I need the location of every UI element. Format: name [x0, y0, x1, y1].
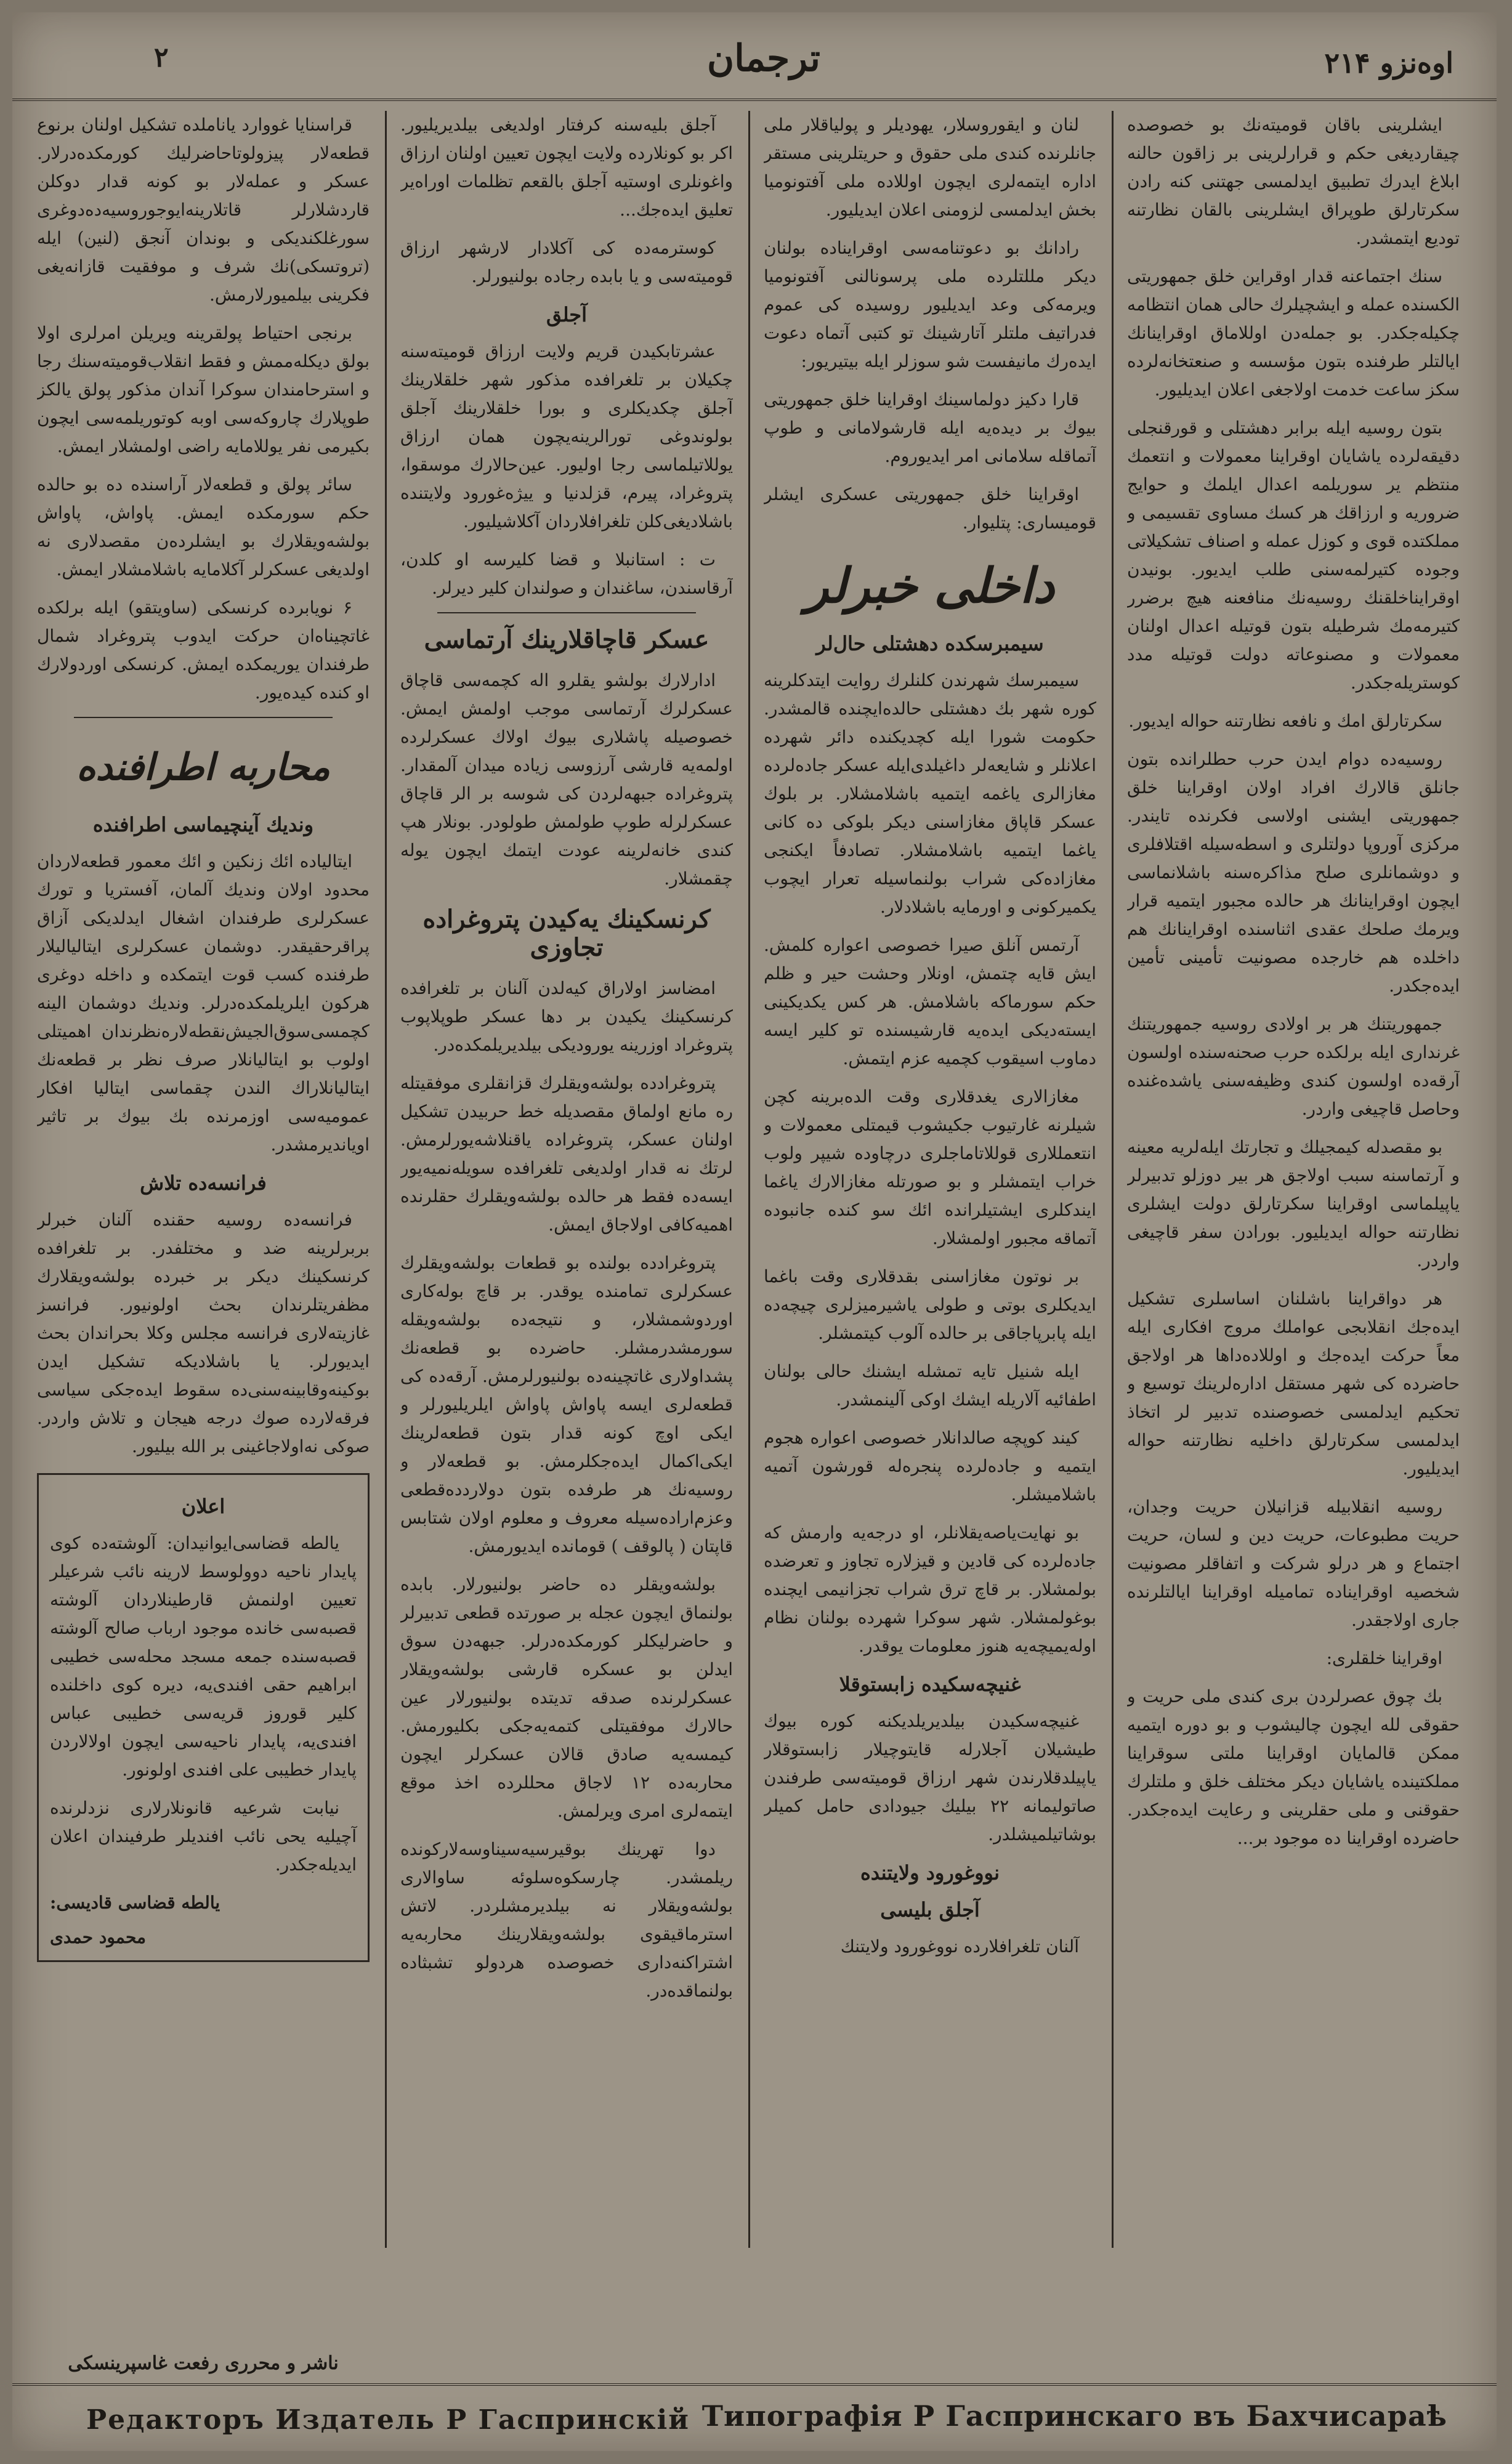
- paragraph: دوا تهرینك بوقیرسیه‌سیناوسه‌لارکونده ریلمشدر. چارسکوه‌سلوئه ساوالاری بولشه‌ویقلار نه بیلدیرمشلردر. لاتش استرماقیقوی بولشه‌ویقلارینك محاربه‌یه اشتراکنه‌داری خصوصده هردولو تشبثاده بولنماقده‌در.: [400, 1839, 733, 2001]
- paragraph: ایتالیاده ائك زنکین و ائك معمور قطعه‌لاردان محدود اولان ونديك آلمان، آفستریا و تورك عسکرلری طرفندان اشغال ایدلدیکی آزاق پراقرحقیقدر. دوشمان عسکرلری ایتالیالیلار طرفنده کسب قوت ایتمکده و داخله دوغری هرکون ایلریلمکده‌درلر. ونديك دوشمان الینه کچمسی‌سوق‌الجیش‌نقطه‌لاره‌نظرندان اهمیتلی اولوب بو ایتالیانلار صرف نظر بر قطعه‌نك ایتالیانلاراك الندن چقماسی ایتالیا افکار عمومیه‌سی اوزمرنده بك بیوك بر تاثیر اویاندیرمشدر.: [37, 851, 370, 1155]
- column-divider: [748, 111, 750, 2248]
- footer-printer: Типографія Р Гаспринскаго въ Бахчисараѣ: [701, 2399, 1447, 2433]
- column-1: [1127, 111, 1460, 2248]
- newspaper-page: [12, 12, 1497, 2451]
- paragraph: بتون روسیه ایله برابر دهشتلی و قورقنجلی دقیقه‌لرده یاشایان اوقراینا معمولات و انتعمك منتظم یر سوریلمه اعدال ایلمك و حوایج ضروریه و ارزاقك هر کسك مساوی تقسیمی و مملکتده قوی و کوزل عمله و اصناف تشکیلاتی وجوده کتیرلمه‌سنی طلب ایدیور. بونیدن اوقرایناخلقنك روسیه‌نك منافعنه هیچ برضرر کتیرمه‌مك شرطیله بتون قوتیله اعدال اولنان معمولات و مصنوعاته دولت قوتیله مدد کوستریله‌جکدر.: [1127, 418, 1460, 693]
- announcement-title: اعلان: [181, 1495, 225, 1518]
- paragraph: کوسترمه‌ده کی آکلادار لارشهر ارزاق قومیته‌سی و یا بابده رجاده بولنیورلر.: [400, 238, 733, 286]
- paragraph: جمهوریتنك هر بر اولادی روسیه جمهوریتنك غرنداری ایله برلکده حرب صحنه‌سنده اولسون آرقه‌ده اولسون کندی وظیفه‌سنی یاشده‌غنده وحاصل قاچیغی واردر.: [1127, 1014, 1460, 1119]
- paragraph: بو نهایت‌یاصه‌یقلانلر، او درجه‌یه وارمش که جاده‌لرده کی قادین و قیزلاره تجاوز و تعرضده بولمشلار. بر قاچ ترق شراب تجزانیمی ایچنده بوغولمشلار. شهر سوکرا شهرده بولنان نظام اوله‌یمیچه‌یه هنوز معلومات یوقدر.: [764, 1522, 1096, 1656]
- announcement-signature-name: محمود حمدی: [50, 1927, 147, 1947]
- paragraph: روسیه انقلابیله قزانیلان حریت وجدان، حریت مطبوعات، حریت دین و لسان، حریت اجتماع و هر درلو شرکت و اتفاقلر مصونیت شخصیه اوقرایناده تمامیله اوقراینا ایالتلرنده جاری اولاجقدر.: [1127, 1497, 1460, 1630]
- paragraph: روسیه‌ده دوام ایدن حرب حطلرانده بتون جانلق قالارك افراد اولان اوقراینا خلق جمهوریتی ایشنی اولاسی فکرنده تایندر. مرکزی آوروپا دولتلری و اسطه‌سیله اقتلافلری و دوشمانلری صلح مذاکره‌سنه باشلانماسی ایچون اوقراینانك هر حالده مجبور ایتمیه قرار ویرمك صلحك عقدی اثناسنده اوقراینانك هم داخلده هم خارجده مصونیت تأمینی تأمین ایده‌جکدر.: [1127, 749, 1460, 996]
- paragraph: پتروغرادده بولنده بو قطعات بولشه‌ویقلرك عسکرلری تمامنده یوقدر. بر قاچ بوله‌کاری اوردوشمشلار، و نتیجه‌ده بولشه‌ویقله سورمشدرمشلر. حاضرده بو قطعه‌نك پشداولاری غاتچینه‌ده بولنیورلرمش. آرقه‌ده کی قطعه‌لری ایسه پاواش پاواش ایلریلیورلر و ایکی اوچ کونه قدار بتون قطعه‌لرینك ایکی‌اکمال ایده‌جکلرمش. بو قطعه‌لار و روسیه‌نك هر طرفده بتون دولاردده‌قطعی وعزم‌اراده‌سیله معروف و معلوم اولان شتابس قاپتان ( پالوقف ) قومانده ایدیورمش.: [400, 1253, 733, 1556]
- paragraph: بك چوق عصرلردن بری کندی ملی حریت و حقوقی لله ایچون چالیشوب و بو دوره ایتمیه ممکن قالمایان اوقراینا ملتی سوقراینا مملکتینده یاشایان دیکر مختلف خلق و ملتلرك حقوقنی و ملی حقلرینی و رعایت ایده‌جکدر. حاضرده اوقراینا ده موجود بر...: [1127, 1686, 1460, 1848]
- paragraph: بو مقصدله کیمجیلك و تجارتك ایله‌لریه معینه و آرتماسنه سبب اولاجق هر بیر دوزلو تدبیرلر یاپیلماسی اوقراینا سکرتارلق دولت ایشلری نظارتنه حواله ایدیلیور. بورادن سفر قاچیغی واردر.: [1127, 1137, 1460, 1270]
- paragraph: سکرتارلق امك و نافعه نظارتنه حواله ایدیور.: [1128, 711, 1442, 731]
- announcement-signature-title: یالطه قضاسی قادیسی:: [50, 1892, 220, 1913]
- announcement-box: [37, 1473, 370, 1962]
- paragraph: غنیچه‌سکیدن بیلدیریلدیکنه کوره بیوك طیشیلان آجلارله قایتوچیلار زابستوقلار یاپیلدقلارندن شهر ارزاق قومیته‌سی طرفندن صاتولیمانه ۲۲ بیلیك جیودادی حامل کمیلر بوشاتیلمیشلدر.: [764, 1711, 1096, 1844]
- paragraph: بر نوتون مغازاسنی بقدقلاری وقت باغما ایدیکلری بوتی و طولی یاشیرمیزلری چیچه‌ده ایله پابرپاجاقی بر حالده آلوب کیتمشلر.: [764, 1266, 1096, 1343]
- page-number: ۲: [154, 42, 169, 73]
- paragraph: بولشه‌ویقلر ده حاضر بولنیورلار. بابده بولنماق ایچون عجله بر صورتده قطعی تدبیرلر و حاضرلیکلر کورمکده‌درلر. جبهه‌دن سوق ایدلن بو عسکره قارشی بولشه‌ویقلار عسکرلرنده صدقه تدیتده بولنیورلار عین حالارك موفقیتلی کتمه‌یه‌جکی بکلیورمش. کیمسه‌یه صادق قالان عسکرلر ایچون محاربه‌ده ۱۲ لاجاق محللرده اخذ موقع ایتمه‌لری امری ویرلمش.: [400, 1574, 733, 1821]
- separator-line: [74, 717, 333, 718]
- paragraph: امضاسز اولاراق کیه‌لدن آلنان بر تلغرافده کرنسکینك یکیدن بر دها عسکر طوپلاپوب پتروغراد اوزرینه یورودیکی بیلدیریلمکده‌در.: [400, 978, 733, 1055]
- masthead: [12, 12, 1497, 101]
- paragraph: اوقراینا خلقلری:: [1326, 1648, 1442, 1668]
- paragraph: نیابت شرعیه قانونلارلاری نزدلرنده آچیلیه یحی نائب افندیلر طرفیندان اعلان ایدیله‌جکدر.: [50, 1798, 357, 1875]
- paragraph: مغازالاری یغدقلاری وقت الده‌برینه کچن شیلرنه غارتیوب جکیشوب قیمتلی معمولات و انتعمللاری قوللاتاماجلری درچاوده شیپر ولوب خراب ایتمشلر و بو صورتله مغازالارك یاغما ایندکلری ایشتیلرانده ائك سو کنده جانبوده آتماقه مجبور اولمشلار.: [764, 1086, 1096, 1248]
- article-heading: غنیچه‌سکیده زابستوقلا: [839, 1673, 1021, 1696]
- section-headline-domestic-news: داخلی خبرلر: [805, 558, 1055, 614]
- paragraph: ادارلارك بولشو یقلرو اله کچمه‌سی قاچاق عسکرلرك آرتماسی موجب اولمش ایمش. خصوصیله پاشلاری بیوك اولاك عسکرلرده اولمه‌یه قارشی آرزوسی زیاده میدان آلمقدار. پتروغراده جبهه‌لردن کی شوسه بر الر قاچاق عسکرلرله طوپ طولمش طولودر. بونلار هپ کندی خانه‌لرینه عودت ایتمك ایچون یوله چقمشلار.: [400, 670, 733, 889]
- section-headline-war: محاربه اطرافنده: [76, 746, 330, 789]
- article-heading: عسکر قاچاقلارینك آرتماسی: [424, 625, 710, 654]
- paragraph: لنان و ایقوروسلار، یهودیلر و پولیاقلار ملی جانلرنده کندی ملی حقوق و حریتلرینی مستقر اداره ایتمه‌لری ایچون اوللاده ملی آفتونومیا بخش ایدلمسی لزومنی اعلان ایدیلیور.: [764, 115, 1096, 220]
- paragraph: پتروغرادده بولشه‌ویقلرك قزانقلری موفقیتله ره مانع اولماق مقصدیله خط حربیدن تشکیل اولنان عسکر، پتروغراده یاقنلاشه‌یورلرمش. لرتك نه قدار اولدیغی تلغرافده سویله‌نمیه‌یور ایسه‌ده فقط هر حالده بولشه‌ویقلرك حقلرنده اهمیه‌کافی اولاجاق ایمش.: [400, 1073, 733, 1235]
- column-2: [764, 111, 1096, 2248]
- paragraph: رادانك بو دعوتنامه‌سی اوقرایناده بولنان دیکر مللتلرده ملی پرسونالنی آفتونومیا ویرمه‌کی وعد ایدیلیور روسیده کی عموم فدراتیف ملتلر آتارشینك تو کتبی آتماه دعوت ایده‌رك مانیفست شو سوزلر ایله بیتیریور:: [764, 238, 1096, 371]
- paragraph: قراسنایا غووارد یاناملده تشکیل اولنان برنوع قطعه‌لار پیزولوتاحاضرلیك کورمکده‌درلار. عسکر و عمله‌لار بو کونه قدار دوکلن قاردشلارلر قاتلارینه‌ایوجوروسیه‌ده‌دوغری سورغلکندیکی و بوندان آنجق (لنین) ایله (تروتسکی)نك شرف و موفقیت قازانه‌یغی فکرینی بیلمیورلارمش.: [37, 115, 370, 305]
- paragraph: سیمبرسك شهرندن کلنلرك روایت ایتدکلرینه کوره شهر بك دهشتلی حالده‌ایچنده قالمشدر. حکومت شورا ایله کچدیکنده دائر شهرده اعلانلر و شایعه‌لر داغیلدی‌ایله عسکر جاده‌لرده مغازالری یاغمه ایتمیه باشلامشلار. بر بلوك عسکر قاپاق مغازاسنی دیکر بلوکی ده کانی یاغما ایتمیه باشلامشلار. تصادفاً ایکنجی مغازاده‌کی شراب بولنماسیله تعرار ایچوب یکمیرکونی و اورمایه باشلادلار.: [764, 670, 1096, 917]
- article-heading: نووغورود ولایتنده: [860, 1861, 1000, 1884]
- paragraph: اوقراینا خلق جمهوریتی عسکری ایشلر قومیساری: پتلیوار.: [764, 484, 1096, 533]
- newspaper-title: ترجمان: [707, 37, 820, 80]
- column-3: [400, 111, 733, 2248]
- publisher-line: ناشر و محرری رفعت غاسپرینسکی: [68, 2353, 339, 2374]
- footer: [12, 2383, 1497, 2454]
- article-columns: [37, 111, 1472, 2248]
- article-heading: کرنسکینك یه‌کیدن پتروغراده تجاوزی: [422, 905, 711, 962]
- footer-editor: Редакторъ Издатель Р Гаспринскій: [86, 2404, 690, 2436]
- column-divider: [1112, 111, 1114, 2248]
- paragraph: ایشلرینی باقان قومیته‌نك بو خصوصده چیقاردیغی حکم و قرارلرینی بر زاقون حالنه ابلاغ ایدرك تطبیق ایدلمسی جهتنی کنه رادن سکرتارلق طوپراق ایشلرینی بالقان نظارتنه تودیع ایتمشدر.: [1127, 115, 1460, 248]
- paragraph: قارا دکیز دولماسینك اوقراینا خلق جمهوریتی بیوك بر دیده‌یه ایله قارشولامانی و طوپ آتماقله سلامانی امر ایدیوروم.: [764, 389, 1096, 466]
- paragraph: یالطه قضاسی‌ایوانیدان: آلوشته‌ده کوی پایدار ناحیه دوولوسط لارینه نائب شرعیلر تعیین اولنمش قارطینلاردان آلوشته قصبه‌سی خانده موجود ارباب صالح آلوشته قصبه‌سنده جمعه مسجد محله‌سی خطیبی ابراهیم حقی افندی‌یه، دیره کوی داخلنده کلیر قوروز قریه‌سی خطیبی عباس افندی‌یه، پایدار ناحیه‌سی ایچون اولالاردن پایدار خطیبی علی افندی اولونور.: [50, 1533, 357, 1780]
- article-heading: آجلق: [546, 303, 587, 326]
- paragraph: هر دواقراینا باشلنان اساسلری تشکیل ایده‌جك انقلابجی عواملك مروج افکاری ایله معاً حرکت ایده‌جك و اوللاده‌داها هر اولاجق حاضرده کی شهر مستقل اداره‌لرینك توسیع و تحکیم ایدلمسی خصوصنده تدبیر لر اتخاذ ایدلمسی سکرتارلق داخلیه نظارتنه حواله ایدیلیور.: [1127, 1288, 1460, 1479]
- article-heading: سیمبرسکده دهشتلی حال‌لر: [816, 632, 1044, 655]
- paragraph: ت : استانبلا و قضا کلیرسه او کلدن، آرقاسندن، ساغندان و صولندان کلیر دیرلر.: [400, 549, 733, 598]
- paragraph: ۶ نویابرده کرنسکی (ساویتقو) ایله برلکده غاتچیناه‌ان حرکت ایدوب پتروغراد شمال طرفندان یوریمکده ایمش. کرنسکی اوردولارك او کنده کیده‌یور.: [37, 597, 370, 703]
- separator-line: [437, 612, 696, 613]
- article-subheading: آجلق بلیسی: [880, 1898, 980, 1921]
- paragraph: برنجی احتیاط پولقرینه ویریلن امرلری اولا بولق دیکله‌ممش و فقط انقلاب‌قومیته‌سنك رجا و استرحامندان سوکرا آندان مذکور پولق یالکز طوپلارك چاروکه‌سی اوبه کوتوریلمه‌سی ایچون بکیرمی نفر یوللامایه راضی اولمشلار ایمش.: [37, 323, 370, 456]
- paragraph: سنك اجتماعنه قدار اوقراین خلق جمهوریتی الکسنده عمله و ایشچیلرك حالی همان انتظامه چکیله‌جکدر. بو جمله‌دن اوللاماق اوقراینانك ایالتلر طرفنده بتون مؤسسه و صنعتخانه‌لرده سکز ساعت خدمت اولاجغی اعلان ایدیلیور.: [1127, 266, 1460, 400]
- paragraph: عشرتابکیدن قریم ولایت ارزاق قومیته‌سنه چکیلان بر تلغرافده مذکور شهر خلقلارینك آجلق چکدیکلری و بورا خلقلارینك آجلق بولوندوغی تورالرینه‌یچون همان ارزاق یوللاتیلماسی رجا اولیور. عین‌حالارك موسقوا، پتروغراد، پیرم، قزلدنیا و ییژه‌غورود ولایتنده باشلادیغی‌کلن تلغرافلاردان آکلاشیلیور.: [400, 341, 733, 531]
- column-4: [37, 111, 370, 2248]
- paragraph: آلنان تلغرافلارده نووغورود ولایتنك: [840, 1936, 1079, 1957]
- paragraph: آرتمس آنلق صیرا خصوصی اعواره کلمش. ایش قایه چتمش، اونلار وحشت حیر و ظلم حکم سورماکه باشلامش. هر کس یکدیکینی ایسته‌دیکی ایده‌یه قارشیسنده تو کلیر ایسه دماوب اسیقوب کچمیه عزم ایتمش.: [764, 935, 1096, 1068]
- paragraph: سائر پولق و قطعه‌لار آراسنده ده بو حالده حکم سورمکده ایمش. پاواش، پاواش بولشه‌ویقلارك بو ایشلرده‌ن مقصدلاری نه اولدیغی عسکرلر آکلامایه باشلامشلار ایمش.: [37, 474, 370, 580]
- paragraph: فرانسه‌ده روسیه حقنده آلنان خبرلر بربرلرینه ضد و مختلفدر. بر تلغرافده کرنسکینك دیکر بر خبرده بولشه‌ویقلارك مظفریتلرندان بحث اولونیور. فرانسز غازیته‌لاری فرانسه مجلس وکلا بحراندان بحث ایدیورلر. یا باشلادیکه تشکیل ایدن بوکینه‌وقابینه‌سنی‌ده سقوط ایده‌جکی سیاسی فرقه‌لارده صوك درجه هیجان و تلاش واردر. صوکی نه‌اولاجاغینی بر الله بیلیور.: [37, 1210, 370, 1456]
- column-divider: [385, 111, 387, 2248]
- article-heading: ونديك آینچیماسی اطرافنده: [92, 813, 314, 836]
- paragraph: ایله شنیل تایه تمشله ایشنك حالی بولنان اطفائیه آلاریله ایشك اوکی آلینمشدر.: [764, 1361, 1096, 1410]
- article-heading: فرانسه‌ده تلاش: [140, 1171, 267, 1195]
- paragraph: آجلق بلیه‌سنه کرفتار اولدیغی بیلدیریلیور. اکر بو کونلارده ولایت ایچون تعیین اولنان ارزاق واغونلری اوستیه آجلق بالقعم تظلمات اوراه‌یر تعلیق ایده‌جك...: [400, 115, 733, 220]
- paragraph: کیند کوپچه صالدانلار خصوصی اعواره هجوم ایتمیه و جاده‌لرده پنجره‌له قورشون آتمیه باشلامیشلر.: [764, 1428, 1096, 1505]
- issue-number: اوه‌نزو ۲۱۴: [1324, 46, 1453, 79]
